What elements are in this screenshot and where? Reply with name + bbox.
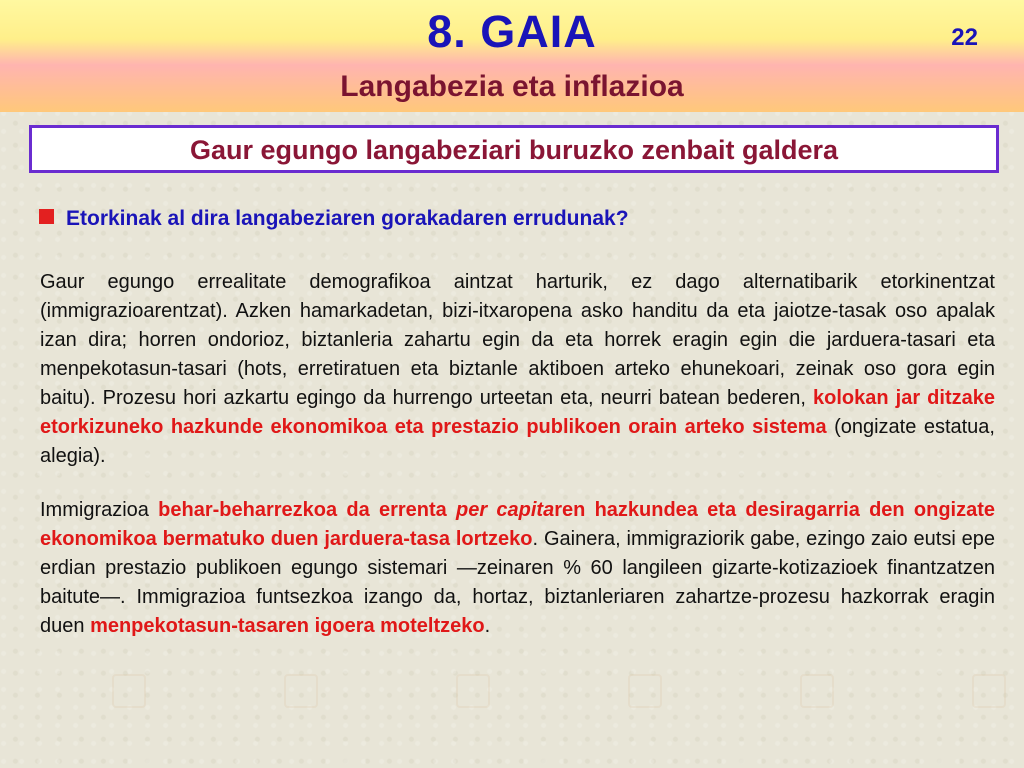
watermark-icon [112, 674, 146, 708]
paragraph-1-text-b: (ongizate estatua, alegia). [40, 416, 995, 467]
paragraph-1 [40, 268, 995, 471]
question-text: Etorkinak al dira langabeziaren gorakadaren errudunak? [66, 207, 629, 230]
slide-subtitle: Langabezia eta inflazioa [340, 70, 684, 103]
paragraph-2-text-b: . Gainera, immigraziorik gabe, ezingo zaio eutsi epe erdian prestazio publikoen egungo sistemari —zeinaren % 60 langileen gizarte-kotizazioek finantzatzen baitute—. Immigrazioa funtsezkoa izango da, hortaz, biztanleriaren zahartze-prozesu hazkorrak eragin duen [40, 528, 996, 637]
slide-title: 8. GAIA [427, 6, 597, 57]
section-title: Gaur egungo langabeziari buruzko zenbait galdera [189, 135, 839, 165]
paragraph-2-text-a: Immigrazioa [40, 499, 159, 521]
paragraph-2-highlight-2: ren hazkundea eta desiragarria den ongizate ekonomikoa bermatuko duen jarduera-tasa lortzeko [40, 499, 996, 550]
paragraph-2-highlight-3: menpekotasun-tasaren igoera moteltzeko [90, 615, 485, 637]
section-title-box [29, 125, 999, 173]
watermark-icon [628, 674, 662, 708]
watermark-icon [972, 674, 1006, 708]
watermark-icon [456, 674, 490, 708]
slide-header [0, 0, 1024, 112]
square-bullet-icon [39, 209, 54, 224]
watermark-icon [284, 674, 318, 708]
paragraph-1-text-a: Gaur egungo errealitate demografikoa aintzat harturik, ez dago alternatibarik etorkinentzat (immigrazioarentzat). Azken hamarkadetan, bizi-itxaropena asko handitu da eta jaiotze-tasak oso apalak izan dira; horren ondorioz, biztanleria zahartu egin da eta horrek eragin egin die jarduera-tasari eta menpekotasun-tasari (hots, erretiratuen eta biztanle aktiboen arteko ehunekoari, zeinak oso gora egin baitu). Prozesu hori azkartu egingo da hurrengo urteetan eta, neurri batean bederen, [40, 271, 995, 409]
page-number: 22 [951, 24, 978, 51]
question-heading [39, 207, 629, 231]
paragraph-2 [40, 496, 995, 641]
paragraph-2-highlight-1: behar-beharrezkoa da errenta [158, 499, 457, 521]
paragraph-2-text-c: . [484, 615, 491, 637]
paragraph-1-highlight: kolokan jar ditzake etorkizuneko hazkunde ekonomikoa eta prestazio publikoen orain arteko sistema [40, 387, 995, 438]
paragraph-2-highlight-italic: per capita [456, 499, 555, 521]
watermark-icon [800, 674, 834, 708]
